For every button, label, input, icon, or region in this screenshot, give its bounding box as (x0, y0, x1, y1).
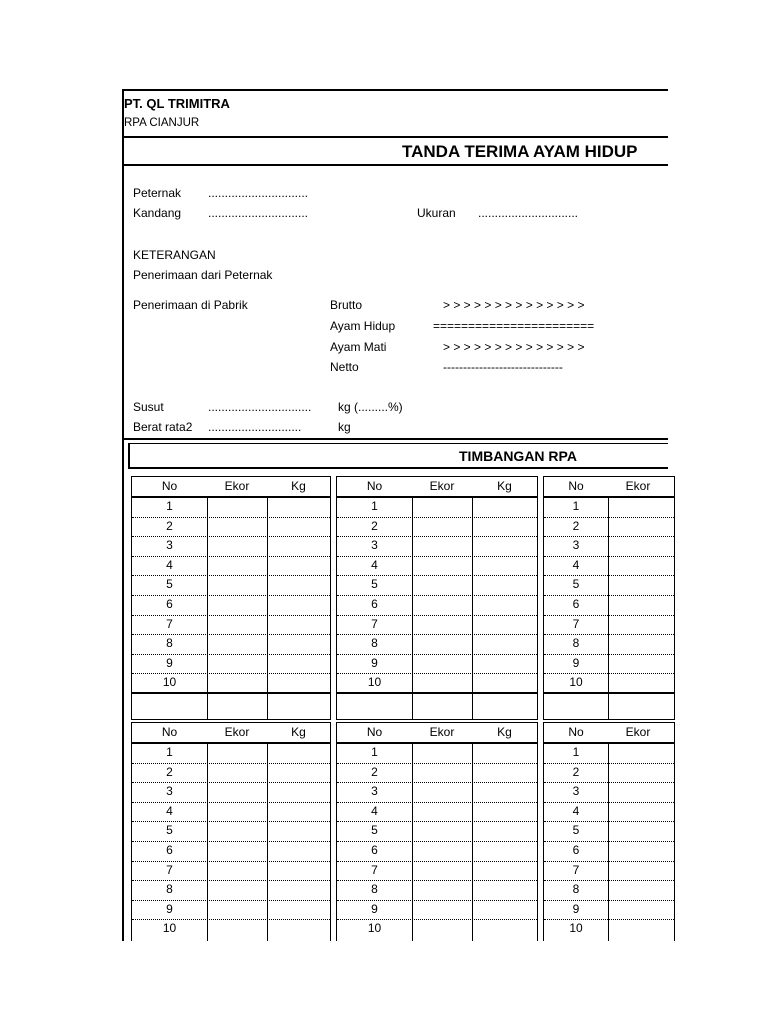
row-number: 5 (371, 823, 378, 838)
row-number: 8 (371, 882, 378, 897)
table-row[interactable] (544, 575, 674, 596)
row-number: 9 (371, 901, 378, 916)
table-row[interactable] (337, 743, 537, 764)
col-header-kg: Kg (291, 479, 306, 493)
document-title: TANDA TERIMA AYAM HIDUP (402, 142, 638, 161)
col-header-ekor: Ekor (224, 479, 250, 493)
ayam-mati-value[interactable]: > > > > > > > > > > > > > > (443, 340, 585, 354)
row-number: 4 (166, 803, 173, 818)
susut-unit: kg (.........%) (338, 400, 403, 414)
table-row[interactable] (132, 802, 330, 823)
table-row[interactable] (132, 595, 330, 616)
weigh-table-header (544, 477, 674, 498)
table-row[interactable] (132, 673, 330, 694)
col-header-no: No (366, 725, 383, 739)
company-name: PT. QL TRIMITRA (124, 96, 230, 111)
row-number: 2 (166, 764, 173, 779)
table-row[interactable] (544, 517, 674, 538)
table-row[interactable] (337, 654, 537, 675)
table-row[interactable] (132, 634, 330, 655)
peternak-value[interactable]: .............................. (208, 186, 309, 200)
table-row[interactable] (132, 654, 330, 675)
table-row[interactable] (132, 575, 330, 596)
penerimaan-pabrik-label: Penerimaan di Pabrik (133, 298, 248, 312)
section-title: TIMBANGAN RPA (459, 448, 577, 464)
section-inner-left-border (128, 444, 130, 468)
peternak-label: Peternak (133, 186, 182, 200)
table-row[interactable] (132, 880, 330, 901)
row-number: 2 (166, 518, 173, 533)
table-row[interactable] (544, 673, 674, 694)
susut-label: Susut (133, 400, 164, 414)
row-number: 2 (371, 764, 378, 779)
penerimaan-peternak-label: Penerimaan dari Peternak (133, 268, 273, 282)
col-header-no: No (568, 479, 584, 493)
table-row[interactable] (337, 763, 537, 784)
row-number: 2 (572, 764, 580, 779)
row-number: 1 (572, 499, 580, 513)
weigh-table (131, 476, 331, 720)
row-number: 7 (572, 862, 580, 877)
table-row[interactable] (337, 517, 537, 538)
row-number: 2 (371, 518, 378, 533)
ayam-hidup-value[interactable]: ======================= (433, 319, 595, 333)
col-header-no: No (161, 725, 178, 739)
row-number: 1 (371, 499, 378, 513)
col-header-ekor: Ekor (429, 479, 455, 493)
col-header-no: No (161, 479, 178, 493)
table-row[interactable] (544, 900, 674, 921)
section-top-border (122, 438, 668, 440)
table-row[interactable] (337, 497, 537, 518)
netto-value[interactable]: ------------------------------ (443, 360, 563, 374)
row-number: 8 (572, 636, 580, 651)
keterangan-heading: KETERANGAN (133, 248, 216, 262)
table-row[interactable] (132, 743, 330, 764)
table-row[interactable] (337, 900, 537, 921)
col-header-ekor: Ekor (625, 479, 651, 493)
weigh-table (543, 722, 675, 941)
section-inner-top-border (128, 443, 668, 444)
table-row[interactable] (132, 821, 330, 842)
table-row[interactable] (132, 536, 330, 557)
table-row[interactable] (544, 654, 674, 675)
row-number: 5 (572, 823, 580, 838)
row-number: 2 (572, 518, 580, 533)
weigh-table (543, 476, 675, 720)
row-number: 9 (572, 901, 580, 916)
table-row[interactable] (132, 782, 330, 803)
berat-rata-label: Berat rata2 (133, 420, 193, 434)
col-header-ekor: Ekor (224, 725, 250, 739)
table-row[interactable] (544, 615, 674, 636)
row-number: 4 (371, 803, 378, 818)
table-row[interactable] (337, 615, 537, 636)
row-number: 7 (572, 616, 580, 631)
table-row[interactable] (337, 841, 537, 862)
col-header-no: No (568, 725, 584, 739)
susut-value[interactable]: ............................... (208, 400, 312, 414)
row-number: 3 (166, 784, 173, 799)
table-row[interactable] (544, 841, 674, 862)
row-number: 6 (371, 597, 378, 611)
table-row[interactable] (337, 802, 537, 823)
row-number: 4 (572, 557, 580, 572)
row-number: 7 (166, 862, 173, 877)
weigh-table-header (337, 723, 537, 744)
row-number: 6 (572, 843, 580, 857)
col-header-kg: Kg (497, 479, 512, 493)
kandang-value[interactable]: .............................. (208, 206, 309, 220)
netto-label: Netto (330, 360, 359, 374)
row-number: 10 (162, 675, 177, 690)
weigh-table-header (337, 477, 537, 498)
row-number: 9 (166, 655, 173, 670)
left-border (122, 89, 124, 941)
table-row[interactable] (132, 841, 330, 862)
table-row[interactable] (132, 900, 330, 921)
row-number: 7 (166, 616, 173, 631)
row-number: 4 (572, 803, 580, 818)
weigh-table-header (132, 723, 330, 744)
weigh-table (336, 476, 538, 720)
row-number: 6 (166, 597, 173, 611)
table-row[interactable] (544, 919, 674, 939)
row-number: 5 (166, 823, 173, 838)
ukuran-label: Ukuran (417, 206, 456, 220)
berat-rata-unit: kg (338, 420, 351, 434)
brutto-label: Brutto (330, 298, 363, 312)
top-border (122, 89, 668, 91)
total-row[interactable] (337, 694, 537, 714)
ukuran-value[interactable]: .............................. (478, 206, 579, 220)
row-number: 10 (569, 675, 583, 690)
col-header-no: No (366, 479, 383, 493)
row-number: 5 (166, 577, 173, 592)
row-number: 4 (166, 557, 173, 572)
row-number: 10 (367, 921, 382, 936)
weigh-table (336, 722, 538, 941)
table-row[interactable] (337, 821, 537, 842)
table-row[interactable] (544, 802, 674, 823)
table-row[interactable] (132, 556, 330, 577)
berat-rata-value[interactable]: ............................ (208, 420, 302, 434)
section-bottom-border (128, 467, 668, 469)
weigh-table (131, 722, 331, 941)
col-header-ekor: Ekor (429, 725, 455, 739)
total-row[interactable] (132, 694, 330, 714)
row-number: 6 (371, 843, 378, 857)
row-number: 5 (371, 577, 378, 592)
table-row[interactable] (337, 782, 537, 803)
kandang-label: Kandang (133, 206, 182, 220)
total-row[interactable] (544, 694, 674, 714)
table-row[interactable] (544, 782, 674, 803)
table-row[interactable] (337, 919, 537, 939)
table-row[interactable] (544, 861, 674, 882)
row-number: 6 (572, 597, 580, 611)
row-number: 10 (569, 921, 583, 936)
weigh-table-header (132, 477, 330, 498)
table-row[interactable] (337, 575, 537, 596)
table-row[interactable] (337, 634, 537, 655)
col-header-ekor: Ekor (625, 725, 651, 739)
row-number: 9 (371, 655, 378, 670)
row-number: 6 (166, 843, 173, 857)
row-number: 3 (371, 784, 378, 799)
title-top-border (122, 136, 668, 138)
title-bottom-border (122, 164, 668, 166)
row-number: 9 (166, 901, 173, 916)
row-number: 3 (572, 784, 580, 799)
table-row[interactable] (132, 615, 330, 636)
row-number: 4 (371, 557, 378, 572)
row-number: 7 (371, 616, 378, 631)
ayam-mati-label: Ayam Mati (330, 340, 387, 354)
row-number: 10 (367, 675, 382, 690)
row-number: 8 (371, 636, 378, 651)
company-unit: RPA CIANJUR (124, 117, 200, 129)
row-number: 9 (572, 655, 580, 670)
table-row[interactable] (132, 861, 330, 882)
table-row[interactable] (132, 517, 330, 538)
row-number: 1 (371, 745, 378, 759)
table-row[interactable] (337, 556, 537, 577)
ayam-hidup-label: Ayam Hidup (330, 319, 396, 333)
row-number: 8 (572, 882, 580, 897)
table-row[interactable] (544, 880, 674, 901)
row-number: 8 (166, 882, 173, 897)
row-number: 3 (572, 538, 580, 553)
table-row[interactable] (132, 763, 330, 784)
table-row[interactable] (337, 861, 537, 882)
col-header-kg: Kg (291, 725, 306, 739)
table-row[interactable] (132, 497, 330, 518)
row-number: 7 (371, 862, 378, 877)
table-row[interactable] (337, 673, 537, 694)
brutto-value[interactable]: > > > > > > > > > > > > > > (443, 298, 585, 312)
table-row[interactable] (544, 556, 674, 577)
table-row[interactable] (544, 743, 674, 764)
row-number: 5 (572, 577, 580, 592)
table-row[interactable] (544, 497, 674, 518)
row-number: 10 (162, 921, 177, 936)
table-row[interactable] (544, 595, 674, 616)
table-row[interactable] (544, 536, 674, 557)
weigh-table-header (544, 723, 674, 744)
row-number: 3 (166, 538, 173, 553)
table-row[interactable] (132, 919, 330, 939)
row-number: 3 (371, 538, 378, 553)
row-number: 1 (166, 499, 173, 513)
table-row[interactable] (544, 821, 674, 842)
row-number: 8 (166, 636, 173, 651)
table-row[interactable] (337, 536, 537, 557)
col-header-kg: Kg (497, 725, 512, 739)
table-row[interactable] (337, 880, 537, 901)
table-row[interactable] (337, 595, 537, 616)
row-number: 1 (166, 745, 173, 759)
table-row[interactable] (544, 763, 674, 784)
table-row[interactable] (544, 634, 674, 655)
row-number: 1 (572, 745, 580, 759)
